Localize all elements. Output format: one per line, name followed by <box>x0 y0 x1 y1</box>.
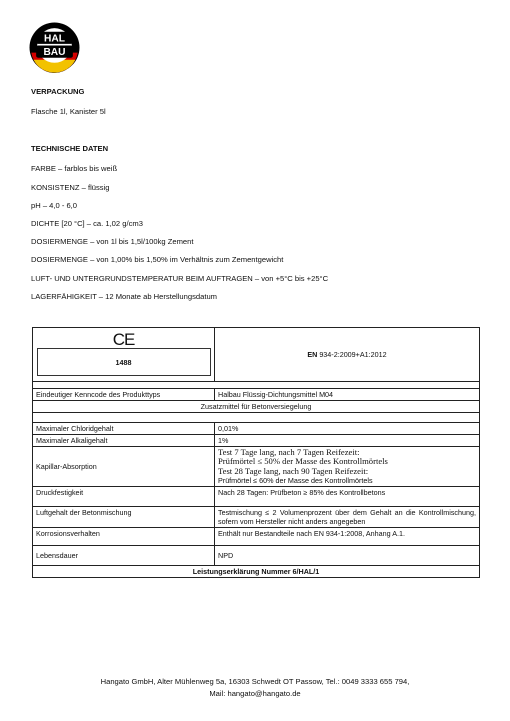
spacer-row-2 <box>33 413 480 423</box>
alkali-label: Maximaler Alkaligehalt <box>33 435 215 447</box>
packaging-heading: VERPACKUNG <box>31 87 85 96</box>
kapillar-line-4: Prüfmörtel ≤ 60% der Masse des Kontrollmörtels <box>218 476 373 486</box>
lebensdauer-label: Lebensdauer <box>33 546 215 566</box>
korrosion-value: Enthält nur Bestandteile nach EN 934-1:2008, Anhang A.1. <box>215 528 480 546</box>
chlorid-row <box>33 423 480 435</box>
declaration-row <box>33 566 480 578</box>
ce-number: 1488 <box>115 357 132 367</box>
alkali-value: 1% <box>215 435 480 447</box>
tech-line-farbe: FARBE – farblos bis weiß <box>31 164 118 173</box>
performance-table <box>32 327 480 578</box>
tech-line-dichte: DICHTE [20 °C] – ca. 1,02 g/cm3 <box>31 219 143 228</box>
packaging-text: Flasche 1l, Kanister 5l <box>31 107 106 116</box>
kapillar-label: Kapillar-Absorption <box>33 447 215 487</box>
standard-number: 934-2:2009+A1:2012 <box>319 350 387 359</box>
tech-line-lagerung: LAGERFÄHIGKEIT – 12 Monate ab Herstellungsdatum <box>31 292 217 301</box>
ce-number-box <box>37 348 211 376</box>
tech-line-dosierung-1: DOSIERMENGE – von 1l bis 1,5l/100kg Zement <box>31 237 194 246</box>
halbau-logo <box>29 22 80 73</box>
korrosion-label: Korrosionsverhalten <box>33 528 215 546</box>
lebensdauer-value: NPD <box>215 546 480 566</box>
luft-value: Testmischung ≤ 2 Volumenprozent über dem Gehalt an die Kontrollmischung, sofern vom Hersteller nicht anders angegeben <box>215 507 480 528</box>
tech-line-ph: pH – 4,0 - 6,0 <box>31 201 78 210</box>
type-label: Eindeutiger Kenncode des Produkttyps <box>33 389 215 401</box>
standard-cell <box>215 328 480 382</box>
lebensdauer-row <box>33 546 480 566</box>
purpose-text: Zusatzmittel für Betonversiegelung <box>33 401 480 413</box>
spacer-row <box>33 382 480 389</box>
chlorid-value: 0,01% <box>215 423 480 435</box>
standard-prefix: EN <box>307 350 318 359</box>
ce-row <box>33 328 480 382</box>
tech-line-konsistenz: KONSISTENZ – flüssig <box>31 183 110 192</box>
druck-value: Nach 28 Tagen: Prüfbeton ≥ 85% des Kontrollbetons <box>215 487 480 507</box>
purpose-row <box>33 401 480 413</box>
ce-cell <box>33 328 215 382</box>
chlorid-label: Maximaler Chloridgehalt <box>33 423 215 435</box>
type-value: Halbau Flüssig-Dichtungsmittel M04 <box>215 389 480 401</box>
kapillar-row <box>33 447 480 487</box>
tech-heading: TECHNISCHE DATEN <box>31 144 109 153</box>
druck-label: Druckfestigkeit <box>33 487 215 507</box>
type-row <box>33 389 480 401</box>
alkali-row <box>33 435 480 447</box>
tech-line-temperatur: LUFT- UND UNTERGRUNDSTEMPERATUR BEIM AUFTRAGEN – von +5°C bis +25°C <box>31 274 329 283</box>
luft-row <box>33 507 480 528</box>
logo-text-bau: BAU <box>43 47 66 59</box>
footer-mail: Mail: hangato@hangato.de <box>209 689 301 698</box>
declaration-text: Leistungserklärung Nummer 6/HAL/1 <box>33 566 480 578</box>
ce-mark: CE <box>112 330 135 349</box>
kapillar-line-2: Prüfmörtel ≤ 50% der Masse des Kontrollmörtels <box>218 456 388 467</box>
korrosion-row <box>33 528 480 546</box>
footer-address: Hangato GmbH, Alter Mühlenweg 5a, 16303 Schwedt OT Passow, Tel.: 0049 3333 655 794, <box>100 677 410 686</box>
druck-row <box>33 487 480 507</box>
logo-text-hal: HAL <box>44 33 65 45</box>
kapillar-line-1: Test 7 Tage lang, nach 7 Tagen Reifezeit: <box>218 447 360 457</box>
luft-label: Luftgehalt der Betonmischung <box>33 507 215 528</box>
kapillar-line-3: Test 28 Tage lang, nach 90 Tagen Reifezeit: <box>218 465 369 476</box>
tech-line-dosierung-2: DOSIERMENGE – von 1,00% bis 1,50% im Verhältnis zum Zementgewicht <box>31 255 284 264</box>
kapillar-value <box>215 447 480 487</box>
